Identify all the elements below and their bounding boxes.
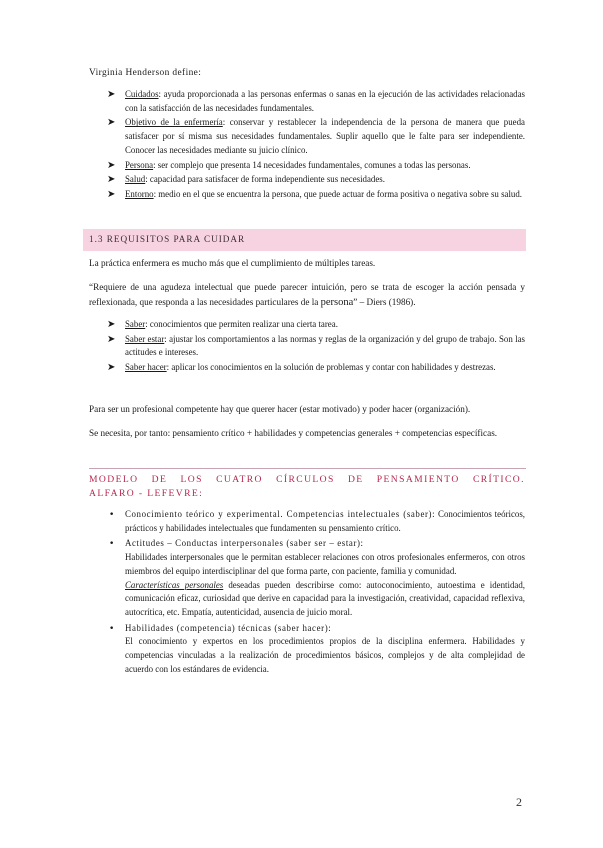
list-item: ➤ Saber: conocimientos que permiten realizar una cierta tarea. [107, 319, 338, 330]
dot-bullet-icon: • [109, 539, 115, 550]
list-item: ➤ Salud: capacidad para satisfacer de forma independiente sus necesidades. [107, 174, 385, 186]
requisites-list [107, 318, 525, 376]
list-item: ➤ Entorno: medio en el que se encuentra la persona, que puede actuar de forma positiva o negativa sobre su salud. [107, 188, 523, 200]
dot-bullet-icon: • [109, 623, 115, 634]
arrow-bullet-icon: ➤ [107, 333, 116, 345]
arrow-bullet-icon: ➤ [107, 188, 116, 200]
arrow-bullet-icon: ➤ [107, 159, 116, 171]
arrow-bullet-icon: ➤ [107, 319, 116, 330]
dot-bullet-icon: • [109, 510, 115, 520]
page-number: 2 [516, 795, 522, 809]
list-item: ➤ Persona: ser complejo que presenta 14 necesidades fundamentales, comunes a todas las personas. [107, 159, 471, 171]
section-heading: 1.3 REQUISITOS PARA CUIDAR [89, 234, 246, 244]
model-title: MODELO DE LOS CUATRO CÍRCULOS DE PENSAMIENTO CRÍTICO. ALFARO - LEFEVRE: [89, 474, 525, 499]
arrow-bullet-icon: ➤ [107, 117, 116, 129]
intro-text: Virginia Henderson define: [89, 68, 202, 78]
paragraph: Para ser un profesional competente hay que querer hacer (estar motivado) y poder hacer (organización). [89, 404, 471, 414]
list-item: • Conocimiento teórico y experimental. Competencias intelectuales (saber): Conocimientos teóricos, prácticos y habilidades intelectuales que fundamenten su pensamiento crítico. [109, 509, 525, 533]
list-item: • Actitudes – Conductas interpersonales (saber ser – estar): Habilidades interpersonales que le permitan establecer relaciones con otros profesionales enfermeros, con otros miembros del equipo interdisciplinar del que forma parte, con paciente, familia y comunidad. Características personales deseadas pueden describirse como: autoconocimiento, autoestima e identidad, comunicación eficaz, curiosidad que derive en capacidad para la investigación, creatividad, capacidad reflexiva, autocrítica, etc. Empatía, autenticidad, ausencia de juicio moral. [109, 538, 525, 617]
list-item: ➤ Objetivo de la enfermería: conservar y restablecer la independencia de la persona de manera que pueda satisfacer por sí misma sus necesidades fundamentales. Suplir aquello que le falte para ser independiente. Conocer las necesidades mediante su juicio clínico. [107, 117, 525, 155]
arrow-bullet-icon: ➤ [107, 174, 116, 186]
section-divider [89, 468, 526, 469]
henderson-definitions-list [107, 88, 525, 203]
diers-quote: “Requiere de una agudeza intelectual que puede parecer intuición, pero se trata de escoger la acción pensada y reflexionada, que responda a las necesidades particulares de la persona” – Diers (1986). [89, 282, 525, 308]
arrow-bullet-icon: ➤ [107, 89, 116, 100]
paragraph: Se necesita, por tanto: pensamiento crítico + habilidades y competencias generales + competencias específicas. [89, 428, 498, 438]
four-circles-list [107, 508, 525, 678]
list-item: ➤ Cuidados: ayuda proporcionada a las personas enfermas o sanas en la ejecución de las actividades relacionadas con la satisfacción de las necesidades fundamentales. [107, 89, 525, 113]
list-item: ➤ Saber estar: ajustar los comportamientos a las normas y reglas de la organización y del grupo de trabajo. Son las actitudes e intereses. [107, 333, 525, 358]
section-heading-box [83, 229, 526, 251]
paragraph: La práctica enfermera es mucho más que el cumplimiento de múltiples tareas. [89, 258, 376, 268]
list-item: ➤ Saber hacer: aplicar los conocimientos en la solución de problemas y contar con habilidades y destrezas. [107, 362, 496, 374]
arrow-bullet-icon: ➤ [107, 362, 116, 374]
list-item: • Habilidades (competencia) técnicas (saber hacer): El conocimiento y expertos en los procedimientos propios de la disciplina enfermera. Habilidades y competencias vinculadas a la realización de procedimientos básicos, complejos y de alta complejidad de acuerdo con los estándares de evidencia. [109, 622, 525, 674]
